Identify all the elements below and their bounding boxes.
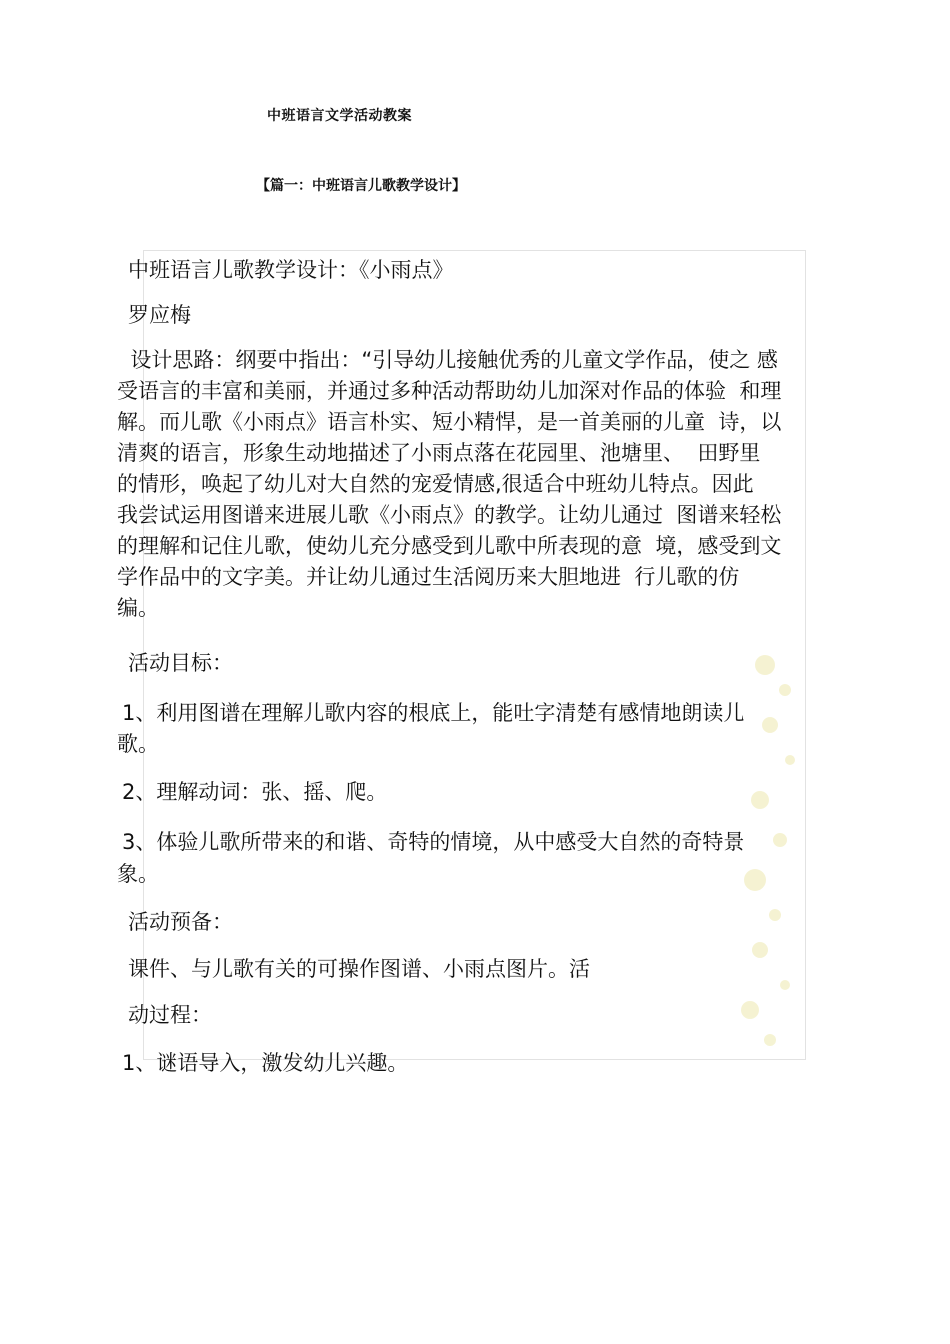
design-idea-line: 清爽的语言，形象生动地描述了小雨点落在花园里、池塘里、 田野里 <box>117 441 761 465</box>
author-name: 罗应梅 <box>128 303 191 327</box>
prep-line: 课件、与儿歌有关的可操作图谱、小雨点图片。活 <box>128 957 590 981</box>
goals-heading: 活动目标： <box>128 651 233 675</box>
design-idea-line: 受语言的丰富和美丽，并通过多种活动帮助幼儿加深对作品的体验 和理 <box>117 379 782 403</box>
lesson-heading: 中班语言儿歌教学设计：《小雨点》 <box>128 258 454 282</box>
goal-2: 2、理解动词：张、摇、爬。 <box>122 780 388 804</box>
document-title: 中班语言文学活动教案 <box>267 108 412 124</box>
prep-heading: 活动预备： <box>128 910 233 934</box>
design-idea-line: 设计思路：纲要中指出：“引导幼儿接触优秀的儿童文学作品，使之 感 <box>117 348 778 372</box>
goal-1-line-2: 歌。 <box>117 732 159 756</box>
design-idea-line: 的理解和记住儿歌，使幼儿充分感受到儿歌中所表现的意 境，感受到文 <box>117 534 782 558</box>
section-heading: 【篇一：中班语言儿歌教学设计】 <box>256 178 466 194</box>
design-idea-line: 我尝试运用图谱来进展儿歌《小雨点》的教学。让幼儿通过 图谱来轻松 <box>117 503 782 527</box>
process-heading: 动过程： <box>128 1003 212 1027</box>
design-idea-line: 学作品中的文字美。并让幼儿通过生活阅历来大胆地进 行儿歌的仿 <box>117 565 740 589</box>
design-idea-paragraph <box>117 345 842 624</box>
design-idea-line: 解。而儿歌《小雨点》语言朴实、短小精悍，是一首美丽的儿童 诗，以 <box>117 410 782 434</box>
goal-1-line-1: 1、利用图谱在理解儿歌内容的根底上，能吐字清楚有感情地朗读儿 <box>122 701 745 725</box>
design-idea-line: 编。 <box>117 596 159 620</box>
goal-3-line-1: 3、体验儿歌所带来的和谐、奇特的情境，从中感受大自然的奇特景 <box>122 830 745 854</box>
goal-3-line-2: 象。 <box>117 862 159 886</box>
process-step-1: 1、谜语导入，激发幼儿兴趣。 <box>122 1051 409 1075</box>
design-idea-line: 的情形，唤起了幼儿对大自然的宠爱情感,很适合中班幼儿特点。因此 <box>117 472 754 496</box>
